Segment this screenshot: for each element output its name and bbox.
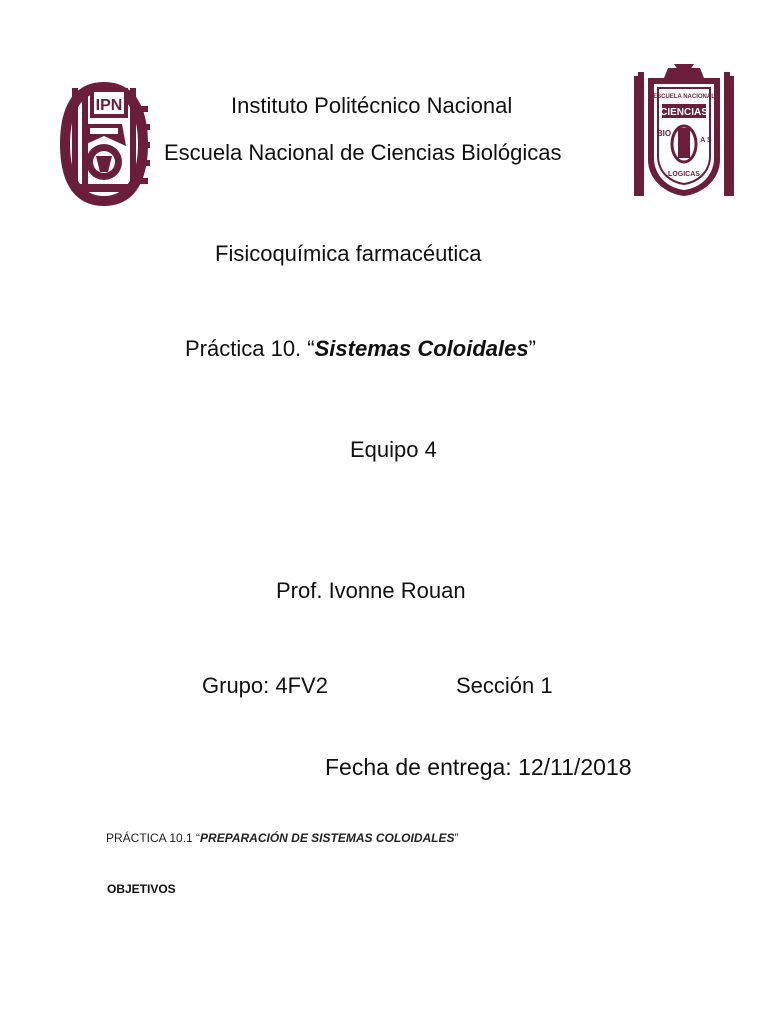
ipn-logo-text: IPN xyxy=(95,97,123,114)
ipn-logo xyxy=(56,76,152,212)
svg-text:BIO: BIO xyxy=(656,129,672,138)
subject-title: Fisicoquímica farmacéutica xyxy=(215,241,482,266)
practice-heading xyxy=(185,336,536,362)
team-label: Equipo 4 xyxy=(350,437,437,462)
objectives-heading: OBJETIVOS xyxy=(107,882,176,896)
section-label: Sección 1 xyxy=(456,673,553,698)
group-label: Grupo: 4FV2 xyxy=(202,673,328,698)
subpractice-suffix: ” xyxy=(454,831,459,845)
school-name: Escuela Nacional de Ciencias Biológicas xyxy=(164,140,562,165)
encb-seal-logo xyxy=(634,64,734,200)
subpractice-prefix: PRÁCTICA 10.1 “ xyxy=(106,831,201,845)
svg-text:ESCUELA NACIONAL: ESCUELA NACIONAL xyxy=(653,94,715,100)
subpractice-title: PREPARACIÓN DE SISTEMAS COLOIDALES xyxy=(200,831,455,845)
due-date: Fecha de entrega: 12/11/2018 xyxy=(325,754,632,780)
practice-prefix: Práctica 10. “ xyxy=(185,336,315,361)
practice-suffix: ” xyxy=(528,336,536,361)
professor-name: Prof. Ivonne Rouan xyxy=(276,578,466,603)
svg-text:CIENCIAS: CIENCIAS xyxy=(660,107,708,118)
institution-name: Instituto Politécnico Nacional xyxy=(231,93,513,118)
subpractice-heading xyxy=(106,831,459,845)
svg-text:A S: A S xyxy=(700,137,712,144)
svg-text:LOGICAS: LOGICAS xyxy=(668,171,700,178)
practice-title: Sistemas Coloidales xyxy=(314,336,529,361)
